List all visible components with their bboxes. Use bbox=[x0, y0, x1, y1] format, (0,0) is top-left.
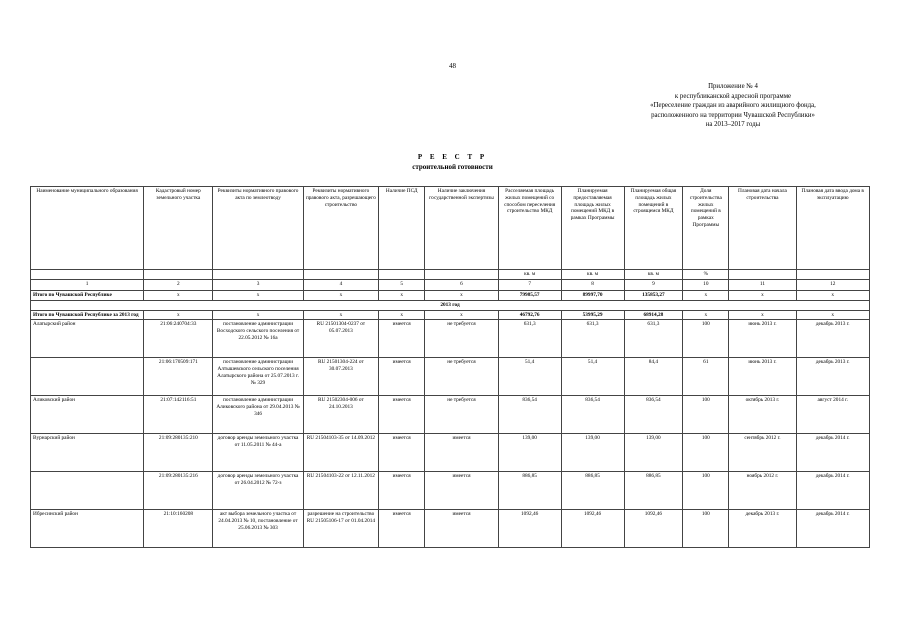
cell: х bbox=[144, 290, 213, 300]
total-row bbox=[31, 290, 870, 300]
column-header: Реквизиты нормативного правового акта по землеотводу bbox=[213, 187, 303, 270]
column-header: Наличие заключения государственной экспертизы bbox=[425, 187, 498, 270]
cell: сентябрь 2012 г. bbox=[729, 434, 796, 472]
cell: 135853,27 bbox=[624, 290, 683, 300]
table-body bbox=[31, 187, 870, 548]
column-header: Наличие ПСД bbox=[379, 187, 425, 270]
cell: декабрь 2013 г. bbox=[729, 510, 796, 548]
cell: 836,54 bbox=[498, 396, 561, 434]
cell: 631,3 bbox=[561, 320, 624, 358]
unit-cell bbox=[729, 270, 796, 280]
cell: х bbox=[379, 290, 425, 300]
cell: 1092,46 bbox=[624, 510, 683, 548]
cell: декабрь 2014 г. bbox=[796, 434, 870, 472]
column-number: 8 bbox=[561, 279, 624, 290]
cell: 836,54 bbox=[624, 396, 683, 434]
cell: постановление администрации Алтышевского сельского поселения Алатырского района от 25.07.2013 г. № 329 bbox=[213, 358, 303, 396]
column-number: 5 bbox=[379, 279, 425, 290]
cell: имеется bbox=[379, 320, 425, 358]
cell: 139,00 bbox=[561, 434, 624, 472]
cell: имеется bbox=[379, 472, 425, 510]
cell: RU 21501304-0237 от 05.07.2013 bbox=[303, 320, 379, 358]
unit-cell bbox=[379, 270, 425, 280]
cell: Вурнарский район bbox=[31, 434, 144, 472]
cell: октябрь 2013 г. bbox=[729, 396, 796, 434]
cell: Ибресинский район bbox=[31, 510, 144, 548]
unit-cell bbox=[303, 270, 379, 280]
cell: 631,3 bbox=[498, 320, 561, 358]
units-row bbox=[31, 270, 870, 280]
cell: имеется bbox=[379, 434, 425, 472]
cell: акт выбора земельного участка от 24.04.2013 № 10, постановление от 25.06.2013 № 303 bbox=[213, 510, 303, 548]
column-number: 11 bbox=[729, 279, 796, 290]
cell: июнь 2013 г. bbox=[729, 358, 796, 396]
column-number: 6 bbox=[425, 279, 498, 290]
cell: не требуется bbox=[425, 396, 498, 434]
cell: 21:09:280135:210 bbox=[144, 434, 213, 472]
cell: 100 bbox=[683, 434, 729, 472]
cell: Итого по Чувашской Республике за 2013 год bbox=[31, 310, 144, 320]
unit-cell bbox=[144, 270, 213, 280]
cell: х bbox=[683, 290, 729, 300]
cell: 100 bbox=[683, 320, 729, 358]
column-header: Планируемая предоставляемая площадь жилых помещений МКД в рамках Программы bbox=[561, 187, 624, 270]
cell: 21:06:240704:33 bbox=[144, 320, 213, 358]
table-row bbox=[31, 472, 870, 510]
cell bbox=[31, 358, 144, 396]
cell: декабрь 2014 г. bbox=[796, 510, 870, 548]
cell: 1092,46 bbox=[498, 510, 561, 548]
cell: 51,4 bbox=[498, 358, 561, 396]
cell: ноябрь 2012 г. bbox=[729, 472, 796, 510]
cell: Аликовский район bbox=[31, 396, 144, 434]
unit-cell bbox=[425, 270, 498, 280]
title-main: Р Е Е С Т Р bbox=[417, 153, 488, 161]
cell: Итого по Чувашской Республике bbox=[31, 290, 144, 300]
cell: 21:06:170509:171 bbox=[144, 358, 213, 396]
appendix-line: расположенного на территории Чувашской Республики» bbox=[651, 111, 815, 119]
cell: 886,85 bbox=[624, 472, 683, 510]
unit-cell: % bbox=[683, 270, 729, 280]
column-header: Плановая дата начала строительства bbox=[729, 187, 796, 270]
year-total-row bbox=[31, 310, 870, 320]
cell: постановление администрации Аликовского района от 29.04.2013 № 346 bbox=[213, 396, 303, 434]
column-number: 3 bbox=[213, 279, 303, 290]
cell: 46792,76 bbox=[498, 310, 561, 320]
header-row bbox=[31, 187, 870, 270]
cell: х bbox=[303, 290, 379, 300]
cell: х bbox=[379, 310, 425, 320]
cell: имеется bbox=[425, 510, 498, 548]
cell: имеется bbox=[425, 434, 498, 472]
cell: разрешение на строительство RU 21505106-17 от 01.04.2014 bbox=[303, 510, 379, 548]
cell: 61 bbox=[683, 358, 729, 396]
cell: RU 21501304-224 от 30.07.2013 bbox=[303, 358, 379, 396]
cell: постановление администрации Восходского сельского поселения от 22.05.2012 № 16а bbox=[213, 320, 303, 358]
column-header: Расселяемая площадь жилых помещений со способом переселения строительство МКД bbox=[498, 187, 561, 270]
cell: 51,4 bbox=[561, 358, 624, 396]
unit-cell: кв. м bbox=[624, 270, 683, 280]
appendix-line: Приложение № 4 bbox=[708, 83, 758, 90]
table-row bbox=[31, 434, 870, 472]
cell: х bbox=[683, 310, 729, 320]
cell: х bbox=[213, 290, 303, 300]
page-number: 48 bbox=[449, 62, 456, 70]
cell: х bbox=[796, 290, 870, 300]
appendix-line: «Переселение граждан из аварийного жилищного фонда, bbox=[650, 102, 816, 109]
table-row bbox=[31, 320, 870, 358]
column-number: 9 bbox=[624, 279, 683, 290]
table-row bbox=[31, 510, 870, 548]
column-numbers-row bbox=[31, 279, 870, 290]
column-number: 4 bbox=[303, 279, 379, 290]
cell: RU 21504103-22 от 12.11.2012 bbox=[303, 472, 379, 510]
column-number: 10 bbox=[683, 279, 729, 290]
cell: х bbox=[425, 290, 498, 300]
cell: 53995,29 bbox=[561, 310, 624, 320]
year-row bbox=[31, 300, 870, 310]
cell: 100 bbox=[683, 510, 729, 548]
unit-cell: кв. м bbox=[498, 270, 561, 280]
registry-table bbox=[30, 186, 870, 548]
cell: 139,00 bbox=[498, 434, 561, 472]
cell: 79985,57 bbox=[498, 290, 561, 300]
appendix-line: к республиканской адресной программе bbox=[674, 92, 792, 100]
cell bbox=[31, 472, 144, 510]
cell: 21:07:142116:51 bbox=[144, 396, 213, 434]
cell: декабрь 2013 г. bbox=[796, 320, 870, 358]
cell: 886,85 bbox=[561, 472, 624, 510]
cell: 100 bbox=[683, 396, 729, 434]
column-header: Плановая дата ввода дома в эксплуатацию bbox=[796, 187, 870, 270]
cell: 21:09:280135:216 bbox=[144, 472, 213, 510]
cell: 68914,28 bbox=[624, 310, 683, 320]
cell: х bbox=[303, 310, 379, 320]
cell: RU 21502304-006 от 24.10.2013 bbox=[303, 396, 379, 434]
unit-cell: кв. м bbox=[561, 270, 624, 280]
column-number: 1 bbox=[31, 279, 144, 290]
cell: 139,00 bbox=[624, 434, 683, 472]
cell: имеется bbox=[379, 510, 425, 548]
cell: 886,85 bbox=[498, 472, 561, 510]
unit-cell bbox=[31, 270, 144, 280]
cell: х bbox=[796, 310, 870, 320]
cell: имеется bbox=[425, 472, 498, 510]
cell: 100 bbox=[683, 472, 729, 510]
cell: не требуется bbox=[425, 320, 498, 358]
column-number: 7 bbox=[498, 279, 561, 290]
appendix-block bbox=[603, 82, 863, 130]
cell: декабрь 2014 г. bbox=[796, 472, 870, 510]
cell: х bbox=[144, 310, 213, 320]
year-label: 2013 год bbox=[31, 300, 870, 310]
cell: август 2014 г. bbox=[796, 396, 870, 434]
column-header: Кадастровый номер земельного участка bbox=[144, 187, 213, 270]
title-sub: строительной готовности bbox=[412, 163, 493, 171]
column-header: Наименование муниципального образования bbox=[31, 187, 144, 270]
cell: х bbox=[425, 310, 498, 320]
cell: 89997,70 bbox=[561, 290, 624, 300]
cell: имеется bbox=[379, 396, 425, 434]
table-row bbox=[31, 358, 870, 396]
unit-cell bbox=[213, 270, 303, 280]
cell: декабрь 2013 г. bbox=[796, 358, 870, 396]
cell: не требуется bbox=[425, 358, 498, 396]
cell: имеется bbox=[379, 358, 425, 396]
column-number: 2 bbox=[144, 279, 213, 290]
unit-cell bbox=[796, 270, 870, 280]
cell: 84,4 bbox=[624, 358, 683, 396]
cell: 631,3 bbox=[624, 320, 683, 358]
cell: 21:10:160208 bbox=[144, 510, 213, 548]
cell: договор аренды земельного участка от 26.04.2012 № 72-з bbox=[213, 472, 303, 510]
cell: 1092,46 bbox=[561, 510, 624, 548]
cell: х bbox=[729, 290, 796, 300]
cell: июнь 2013 г. bbox=[729, 320, 796, 358]
document-title bbox=[0, 152, 905, 172]
column-header: Доля строительства жилых помещений в рамках Программы bbox=[683, 187, 729, 270]
cell: 836,54 bbox=[561, 396, 624, 434]
cell: х bbox=[213, 310, 303, 320]
cell: договор аренды земельного участка от 11.05.2011 № 44-а bbox=[213, 434, 303, 472]
cell: Алатырский район bbox=[31, 320, 144, 358]
column-header: Реквизиты нормативного правового акта, разрешающего строительство bbox=[303, 187, 379, 270]
appendix-line: на 2013–2017 годы bbox=[705, 121, 761, 128]
cell: х bbox=[729, 310, 796, 320]
column-number: 12 bbox=[796, 279, 870, 290]
table-row bbox=[31, 396, 870, 434]
column-header: Планируемая общая площадь жилых помещений в строящемся МКД bbox=[624, 187, 683, 270]
cell: RU 21504103-35 от 14.09.2012 bbox=[303, 434, 379, 472]
